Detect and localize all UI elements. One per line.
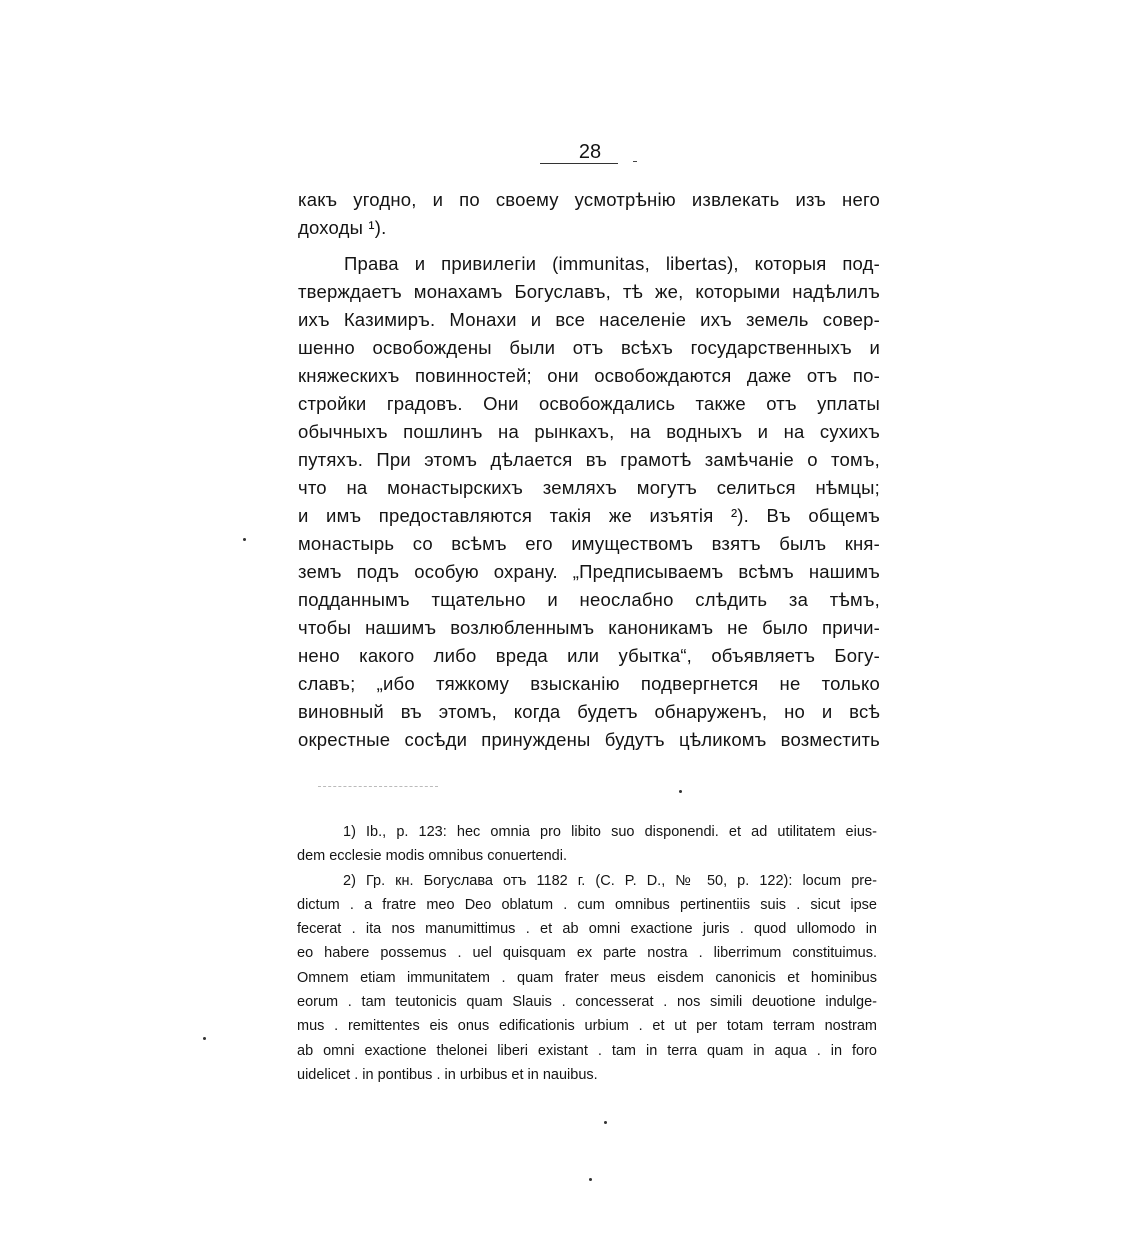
- footnotes: [297, 820, 877, 1087]
- scan-speck: [604, 1121, 607, 1124]
- text-line: монастырь со всѣмъ его имуществомъ взятъ былъ кня-: [298, 533, 880, 554]
- scan-speck: [243, 538, 246, 541]
- footnote-line: eo habere possemus . uel quisquam ex parte nostra . liberrimum constituimus.: [297, 945, 877, 962]
- paragraph-gap: [298, 242, 880, 250]
- main-text: [298, 186, 880, 754]
- text-line: стройки градовъ. Они освобождались также отъ уплаты: [298, 393, 880, 414]
- page-number: 28: [578, 141, 602, 163]
- text-line: и имъ предоставляются такія же изъятія ²). Въ общемъ: [298, 505, 880, 526]
- scan-speck: [679, 790, 682, 793]
- text-line: окрестные сосѣди принуждены будутъ цѣликомъ возместить: [298, 729, 880, 750]
- text-line: виновный въ этомъ, когда будетъ обнаруженъ, но и всѣ: [298, 701, 880, 722]
- page-number-rule-mark: [633, 161, 637, 162]
- scan-speck: [589, 1178, 592, 1181]
- text-line: славъ; „ибо тяжкому взысканію подвергнется не только: [298, 673, 880, 694]
- footnote-line: dem ecclesie modis omnibus conuertendi.: [297, 848, 567, 865]
- footnote-line: eorum . tam teutonicis quam Slauis . concesserat . nos simili deuotione indulge-: [297, 994, 877, 1011]
- text-line: княжескихъ повинностей; они освобождаются даже отъ по-: [298, 365, 880, 386]
- text-line: земъ подъ особую охрану. „Предписываемъ всѣмъ нашимъ: [298, 561, 880, 582]
- text-line: путяхъ. При этомъ дѣлается въ грамотѣ замѣчаніе о томъ,: [298, 449, 880, 470]
- footnote-line: ab omni exactione thelonei liberi existant . tam in terra quam in aqua . in foro: [297, 1042, 877, 1059]
- text-line: подданнымъ тщательно и неослабно слѣдить за тѣмъ,: [298, 589, 880, 610]
- text-line: ихъ Казимиръ. Монахи и все населеніе ихъ земель совер-: [298, 309, 880, 330]
- text-line: Права и привилегіи (immunitas, libertas), которыя под-: [344, 253, 880, 274]
- footnote-line: 1) Ib., p. 123: hec omnia pro libito suo disponendi. et ad utilitatem eius-: [343, 824, 877, 840]
- page-number-rule: [540, 163, 618, 164]
- scan-speck: [203, 1037, 206, 1040]
- footnote-line: fecerat . ita nos manumittimus . et ab omni exactione juris . quod ullomodo in: [297, 921, 877, 938]
- footnote-line: uidelicet . in pontibus . in urbibus et in nauibus.: [297, 1066, 598, 1083]
- footnote-line: 2) Гр. кн. Богуслава отъ 1182 г. (C. P. D., № 50, p. 122): locum pre-: [343, 872, 877, 889]
- footnote-separator: [318, 786, 438, 787]
- text-line: тверждаетъ монахамъ Богуславъ, тѣ же, которыми надѣлилъ: [298, 281, 880, 302]
- text-line: какъ угодно, и по своему усмотрѣнію извлекать изъ него: [298, 189, 880, 210]
- text-line: доходы ¹).: [298, 217, 387, 238]
- text-line: шенно освобождены были отъ всѣхъ государственныхъ и: [298, 337, 880, 358]
- footnote-line: dictum . a fratre meo Deo oblatum . cum omnibus pertinentiis suis . sicut ipse: [297, 896, 877, 913]
- footnote-line: mus . remittentes eis onus edificationis urbium . et ut per totam terram nostram: [297, 1018, 877, 1035]
- text-line: что на монастырскихъ земляхъ могутъ селиться нѣмцы;: [298, 477, 880, 498]
- text-line: чтобы нашимъ возлюбленнымъ каноникамъ не было причи-: [298, 617, 880, 638]
- footnote-line: Omnem etiam immunitatem . quam frater meus eisdem canonicis et hominibus: [297, 969, 877, 986]
- text-line: обычныхъ пошлинъ на рынкахъ, на водныхъ и на сухихъ: [298, 421, 880, 442]
- text-line: нено какого либо вреда или убытка“, объявляетъ Богу-: [298, 645, 880, 666]
